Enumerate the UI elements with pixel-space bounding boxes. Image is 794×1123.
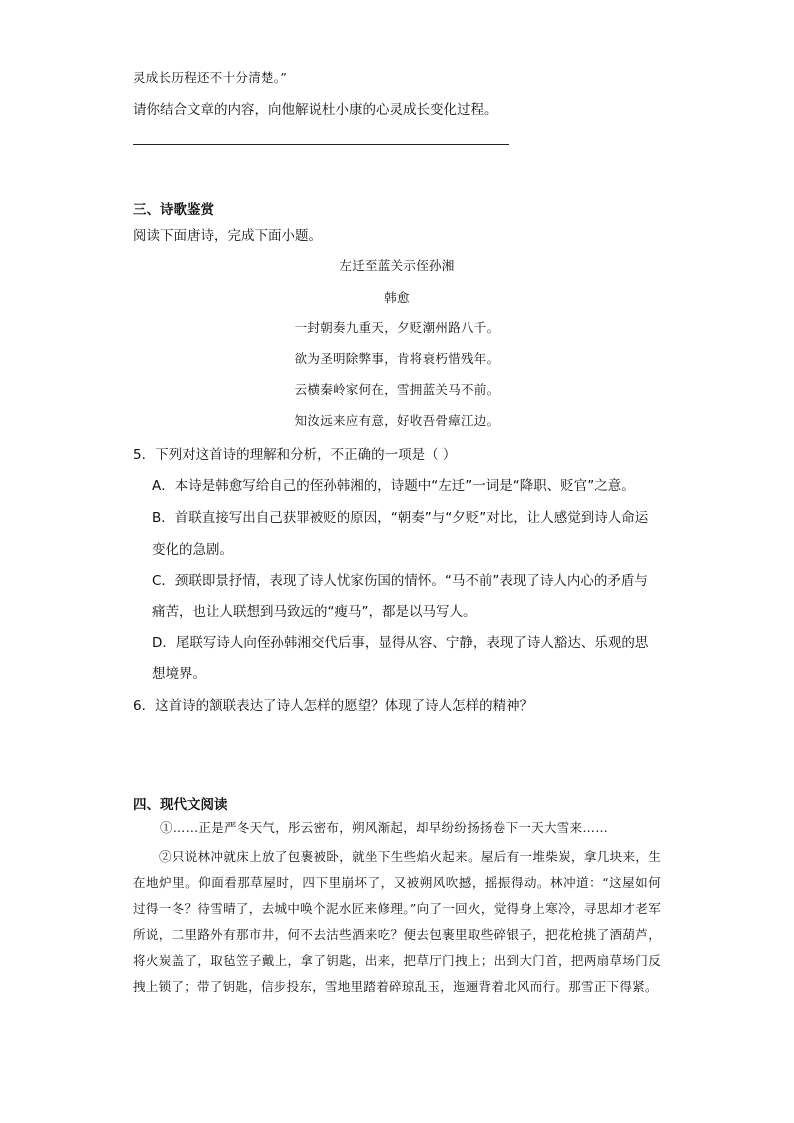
passage-paragraph-2: ②只说林冲就床上放了包裹被卧，就坐下生些焰火起来。屋后有一堆柴炭，拿几块来，生在地炉里。仰面看那草屋时，四下里崩坏了，又被朔风吹撼，摇振得动。林冲道：“这屋如何过得一冬？待雪晴了，去城中唤个泥水匠来修理。”向了一回火，觉得身上寒冷，寻思却才老军所说，二里路外有那市井，何不去沽些酒来吃？便去包裹里取些碎银子，把花枪挑了酒葫芦，将火炭盖了，取毡笠子戴上，拿了钥匙，出来，把草厅门拽上；出到大门首，把两扇草场门反拽上锁了；带了钥匙，信步投东，雪地里踏着碎琼乱玉，迤逦背着北风而行。那雪正下得紧。: [133, 849, 661, 994]
option-c-continued: 痛苦，也让人联想到马致远的“瘦马”，都是以马写人。: [152, 604, 477, 620]
section-heading-modern-reading: 四、现代文阅读: [133, 797, 228, 813]
option-d-continued: 想境界。: [152, 666, 206, 682]
quote-tail: 灵成长历程还不十分清楚。”: [133, 70, 288, 85]
section-heading-poetry: 三、诗歌鉴赏: [133, 202, 214, 218]
poem-title: 左迁至蓝关示侄孙湘: [339, 258, 455, 273]
poem-author: 韩愈: [384, 290, 410, 305]
poem-line: 云横秦岭家何在，雪拥蓝关马不前。: [294, 382, 500, 397]
option-b: B．首联直接写出自己获罪被贬的原因，“朝奏”与“夕贬”对比，让人感觉到诗人命运: [152, 510, 649, 526]
question-prompt: 请你结合文章的内容，向他解说杜小康的心灵成长变化过程。: [133, 102, 498, 118]
passage-paragraph-1: ①……正是严冬天气，彤云密布，朔风渐起，却早纷纷扬扬卷下一天大雪来……: [160, 820, 609, 835]
option-b-continued: 变化的急剧。: [152, 542, 233, 558]
poem-line: 欲为圣明除弊事，肯将衰朽惜残年。: [294, 351, 500, 366]
option-d: D．尾联写诗人向侄孙韩湘交代后事，显得从容、宁静，表现了诗人豁达、乐观的思: [152, 635, 649, 651]
poetry-instruction: 阅读下面唐诗，完成下面小题。: [133, 228, 322, 244]
option-a: A．本诗是韩愈写给自己的侄孙韩湘的，诗题中“左迁”一词是“降职、贬官”之意。: [152, 478, 635, 494]
answer-line: [133, 144, 509, 145]
poem-line: 知汝远来应有意，好收吾骨瘴江边。: [294, 413, 500, 428]
question-5-stem: 5．下列对这首诗的理解和分析，不正确的一项是（ ）: [133, 447, 457, 463]
question-6: 6．这首诗的颔联表达了诗人怎样的愿望？体现了诗人怎样的精神？: [133, 698, 534, 714]
poem-line: 一封朝奏九重天，夕贬潮州路八千。: [294, 320, 500, 335]
option-c: C．颈联即景抒情，表现了诗人忧家伤国的情怀。“马不前”表现了诗人内心的矛盾与: [152, 573, 648, 589]
